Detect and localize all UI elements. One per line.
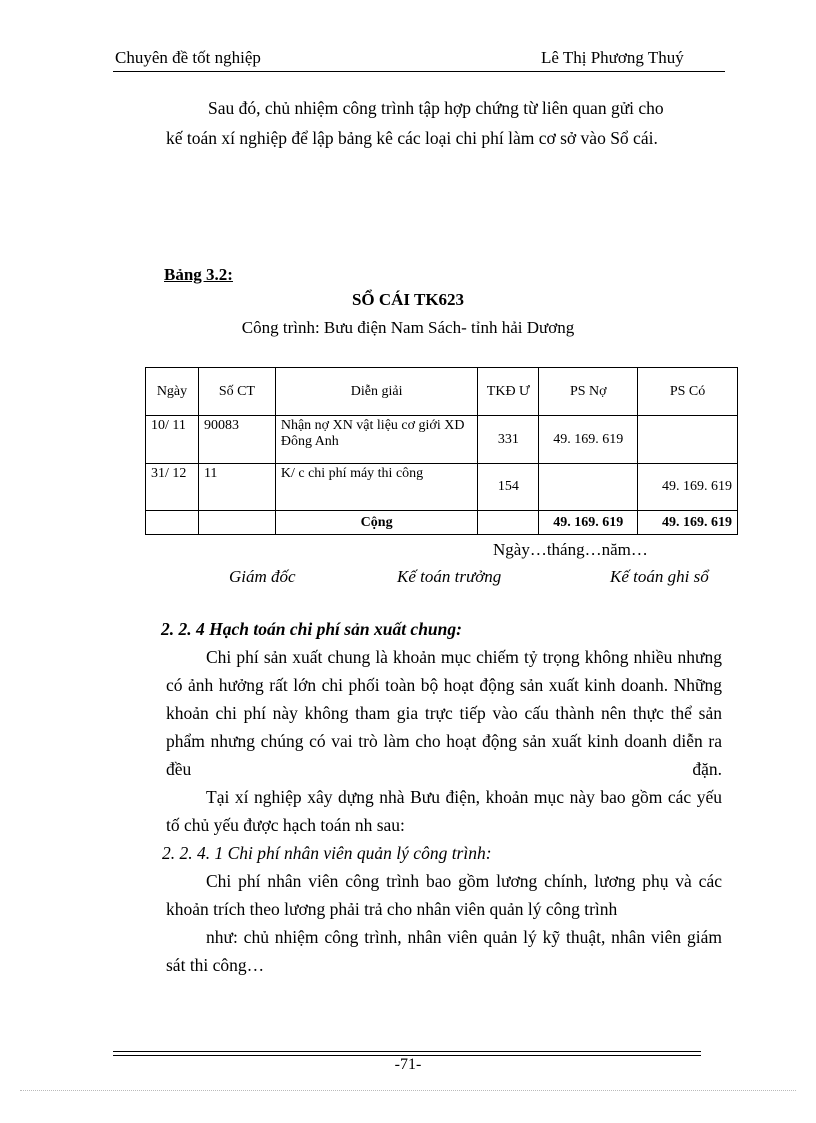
signature-chief-accountant: Kế toán trưởng <box>397 567 502 586</box>
table-title: SỔ CÁI TK623 <box>351 290 465 309</box>
cell-dien-giai: K/ c chi phí máy thi công <box>275 464 478 511</box>
paragraph-3b: như: chủ nhiệm công trình, nhân viên quản lý kỹ thuật, nhân viên giám sát thi công… <box>166 927 722 975</box>
intro-line-1: Sau đó, chủ nhiệm công trình tập hợp chứng từ liên quan gửi cho <box>208 98 664 118</box>
table-subtitle: Công trình: Bưu điện Nam Sách- tỉnh hải Dương <box>241 318 575 337</box>
section-body <box>162 643 722 979</box>
col-header-so-ct: Số CT <box>198 368 275 416</box>
page-edge-dotted-line <box>20 1090 796 1091</box>
cell-dien-giai: Nhận nợ XN vật liệu cơ giới XD Đông Anh <box>275 416 478 464</box>
cell-ps-no: 49. 169. 619 <box>539 416 638 464</box>
cell-tkdu: 154 <box>478 464 539 511</box>
intro-line-2: kế toán xí nghiệp để lập bảng kê các loại chi phí làm cơ sở vào Sổ cái. <box>166 128 658 148</box>
cell-tkdu: 331 <box>478 416 539 464</box>
signature-director: Giám đốc <box>229 567 296 586</box>
col-header-dien-giai: Diễn giải <box>275 368 478 416</box>
date-line: Ngày…tháng…năm… <box>493 540 648 559</box>
cell-ngay: 10/ 11 <box>146 416 199 464</box>
col-header-ps-no: PS Nợ <box>539 368 638 416</box>
total-ps-no: 49. 169. 619 <box>539 511 638 535</box>
paragraph-3a: Chi phí nhân viên công trình bao gồm lương chính, lương phụ và các khoản trích theo lương phải trả cho nhân viên quản lý công trình <box>166 871 722 919</box>
table-label: Bảng 3.2: <box>164 265 233 284</box>
paragraph-2: Tại xí nghiệp xây dựng nhà Bưu điện, khoản mục này bao gồm các yếu tố chủ yếu được hạch toán nh sau: <box>166 787 722 835</box>
table-row <box>146 464 738 511</box>
cell-so-ct: 90083 <box>198 416 275 464</box>
total-label: Cộng <box>275 511 478 535</box>
section-heading: 2. 2. 4 Hạch toán chi phí sản xuất chung: <box>161 619 462 639</box>
paragraph-1: Chi phí sản xuất chung là khoản mục chiếm tỷ trọng không nhiều nhưng có ảnh hưởng rất lớn chi phối toàn bộ hoạt động sản xuất kinh doanh. Những khoản chi phí này không tham gia trực tiếp vào cấu thành nên thực thể sản phẩm nhưng chúng có vai trò làm cho hoạt động sản xuất kinh doanh diễn ra đều đặn. <box>166 647 722 779</box>
cell-empty <box>478 511 539 535</box>
col-header-ps-co: PS Có <box>638 368 738 416</box>
header-divider <box>113 71 725 72</box>
cell-ps-no <box>539 464 638 511</box>
table-total-row <box>146 511 738 535</box>
ledger-table <box>145 367 738 535</box>
cell-so-ct: 11 <box>198 464 275 511</box>
signature-bookkeeper: Kế toán ghi sổ <box>610 567 709 586</box>
total-ps-co: 49. 169. 619 <box>638 511 738 535</box>
cell-empty <box>198 511 275 535</box>
page-number: -71- <box>394 1056 422 1073</box>
cell-ps-co: 49. 169. 619 <box>638 464 738 511</box>
footer-divider-top <box>113 1051 701 1052</box>
col-header-tkdu: TKĐ Ư <box>478 368 539 416</box>
cell-ngay: 31/ 12 <box>146 464 199 511</box>
col-header-ngay: Ngày <box>146 368 199 416</box>
cell-ps-co <box>638 416 738 464</box>
table-header-row <box>146 368 738 416</box>
header-left: Chuyên đề tốt nghiệp <box>115 48 261 67</box>
subsection-heading: 2. 2. 4. 1 Chi phí nhân viên quản lý công trình: <box>162 843 492 863</box>
table-row <box>146 416 738 464</box>
cell-empty <box>146 511 199 535</box>
header-right: Lê Thị Phương Thuý <box>541 48 684 67</box>
